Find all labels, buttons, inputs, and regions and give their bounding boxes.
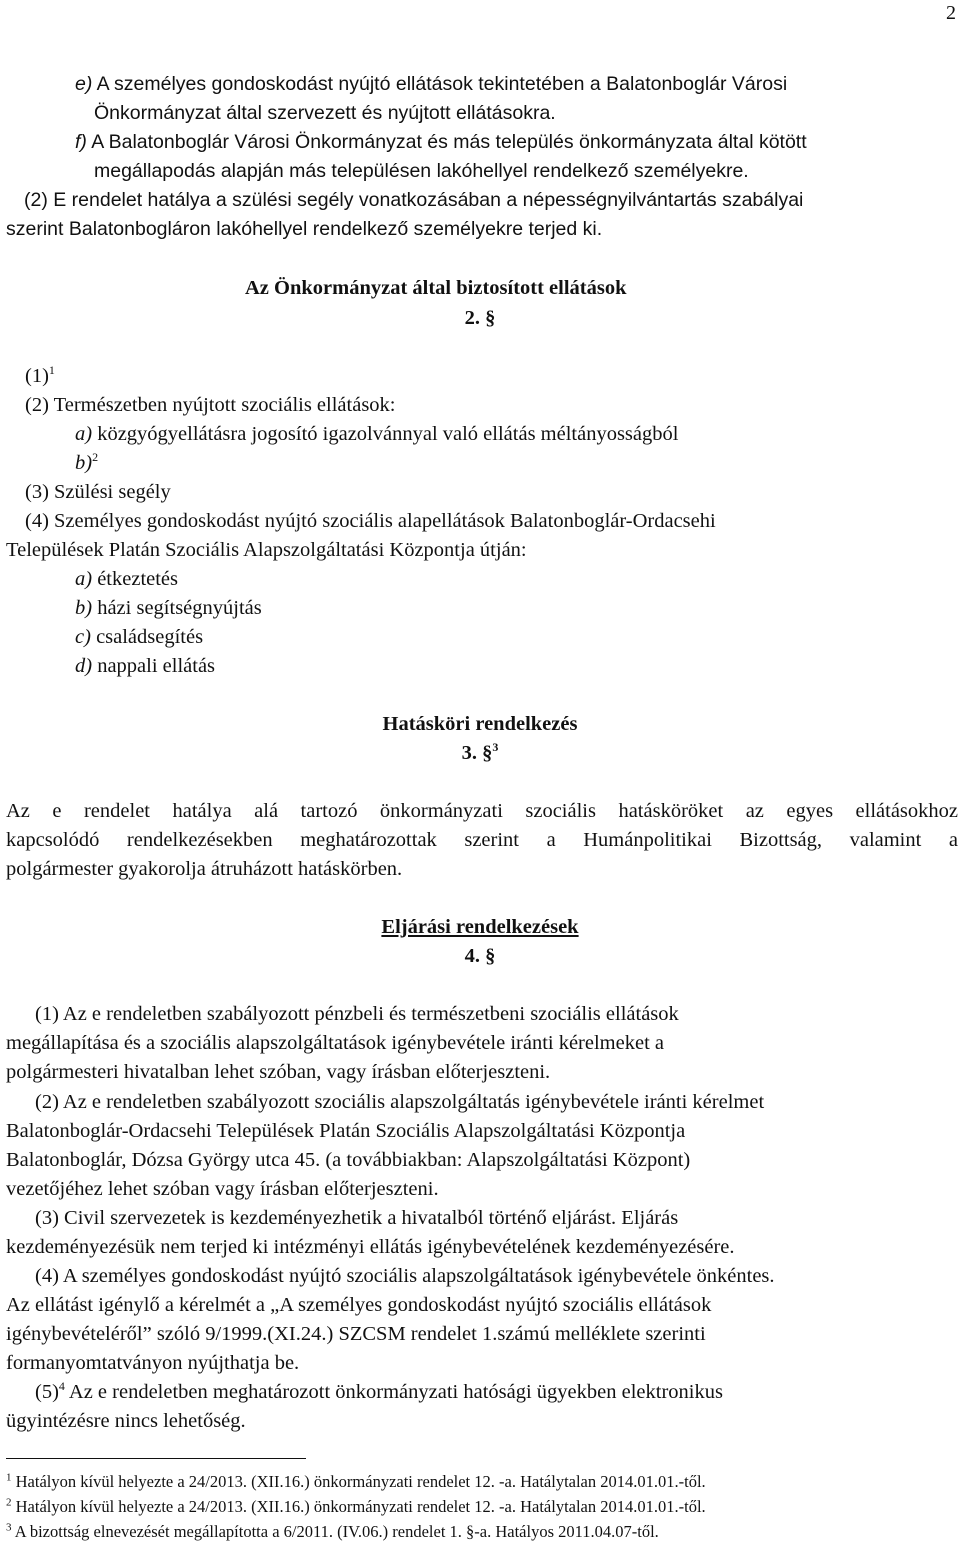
section3-line2: kapcsolódó rendelkezésekben meghatározottak szerint a Humánpolitikai Bizottság, valamint a (6, 829, 958, 851)
section4-p2-line: vezetőjéhez lehet szóban vagy írásban előterjeszteni. (6, 1178, 439, 1200)
section4-p1-line: megállapítása és a szociális alapszolgáltatások igénybevétele iránti kérelmeket a (6, 1032, 664, 1054)
item-f: f) A Balatonboglár Városi Önkormányzat és más település önkormányzata által kötött (75, 131, 807, 153)
section4-p5-line1: $(5)^4$ Az e rendeletben meghatározott önkormányzati hatósági ügyekben elektronikus (35, 1379, 723, 1403)
section4-number: 4. § (464, 945, 496, 967)
list-item: d) nappali ellátás (75, 655, 216, 677)
item-e-cont: Önkormányzat által szervezett és nyújtott ellátásokra. (94, 102, 556, 124)
section4-p4-line: formanyomtatványon nyújthatja be. (6, 1352, 300, 1374)
section4-p3-line: (3) Civil szervezetek is kezdeményezhetik a hivatalból történő eljárást. Eljárás (35, 1207, 679, 1229)
item-e: e) A személyes gondoskodást nyújtó ellátások tekintetében a Balatonboglár Városi (75, 73, 788, 95)
section4-p4-line: (4) A személyes gondoskodást nyújtó szociális alapszolgáltatások igénybevétele önkéntes. (35, 1265, 775, 1287)
list-item: a) étkeztetés (75, 568, 179, 590)
list-item: b) házi segítségnyújtás (75, 597, 262, 619)
section2-heading: Az Önkormányzat által biztosított ellátások (245, 277, 627, 299)
footnote-ref-1: 1 (48, 363, 55, 378)
section4-p4-line: Az ellátást igénylő a kérelmét a „A személyes gondoskodást nyújtó szociális ellátások (6, 1294, 712, 1316)
footnote: $^3$ A bizottság elnevezését megállapította a 6/2011. (IV.06.) rendelet 1. §-a. Hatályos 2011.04.07-től. (6, 1521, 659, 1541)
section3-line1: Az e rendelet hatálya alá tartozó önkormányzati szociális hatásköröket az egyes ellátásokhoz (6, 800, 958, 822)
section2-p1: $(1)^1$ (25, 363, 55, 387)
section3-number: 3. §$^3$ (461, 740, 499, 764)
section4-p2-line: Balatonboglár-Ordacsehi Települések Platán Szociális Alapszolgáltatási Központja (6, 1120, 686, 1142)
section4-p2-line: Balatonboglár, Dózsa György utca 45. (a továbbiakban: Alapszolgáltatási Központ) (6, 1149, 691, 1171)
footnote-ref-3: 3 (492, 740, 499, 755)
section4-p5-line2: ügyintézésre nincs lehetőség. (6, 1410, 246, 1432)
footnote: $^1$ Hatályon kívül helyezte a 24/2013. (XII.16.) önkormányzati rendelet 12. -a. Hatálytalan 2014.01.01.-től. (6, 1471, 706, 1491)
section2-p2a: a) közgyógyellátásra jogosító igazolvánnyal való ellátás méltányosságból (75, 423, 679, 445)
footnote-ref-2: 2 (92, 450, 99, 465)
section2-p4-line1: (4) Személyes gondoskodást nyújtó szociális alapellátások Balatonboglár-Ordacsehi (25, 510, 716, 532)
page-number: 2 (946, 2, 956, 24)
footnote-ref-4: 4 (58, 1379, 65, 1394)
item-f-cont: megállapodás alapján más településen lakóhellyel rendelkező személyekre. (94, 160, 749, 182)
section4-p1-line: (1) Az e rendeletben szabályozott pénzbeli és természetbeni szociális ellátások (35, 1003, 679, 1025)
list-item: c) családsegítés (75, 626, 204, 648)
section2-number: 2. § (464, 307, 496, 329)
section4-p2-line: (2) Az e rendeletben szabályozott szociális alapszolgáltatás igénybevétele iránti kérelmet (35, 1091, 765, 1113)
footnote: $^2$ Hatályon kívül helyezte a 24/2013. (XII.16.) önkormányzati rendelet 12. -a. Hatálytalan 2014.01.01.-től. (6, 1496, 706, 1516)
section2-p2b: b)$^2$ (75, 450, 99, 474)
para-1-2-line2: szerint Balatonbogláron lakóhellyel rendelkező személyekre terjed ki. (6, 218, 603, 240)
section3-heading: Hatásköri rendelkezés (382, 713, 578, 735)
section3-line3: polgármester gyakorolja átruházott hatáskörben. (6, 858, 403, 880)
section2-p3: (3) Szülési segély (25, 481, 171, 503)
section4-p3-line: kezdeményezésük nem terjed ki intézményi ellátás igénybevételének kezdeményezésére. (6, 1236, 735, 1258)
section2-p2: (2) Természetben nyújtott szociális ellátások: (25, 394, 396, 416)
footnote-divider (6, 1458, 306, 1459)
section2-p4-line2: Települések Platán Szociális Alapszolgáltatási Központja útján: (6, 539, 527, 561)
section4-p1-line: polgármesteri hivatalban lehet szóban, vagy írásban előterjeszteni. (6, 1061, 551, 1083)
para-1-2-line1: (2) E rendelet hatálya a szülési segély vonatkozásában a népességnyilvántartás szabályai (24, 189, 804, 211)
section4-heading: Eljárási rendelkezések (381, 916, 579, 938)
section4-p4-line: igénybevételéről” szóló 9/1999.(XI.24.) SZCSM rendelet 1.számú melléklete szerinti (6, 1323, 706, 1345)
